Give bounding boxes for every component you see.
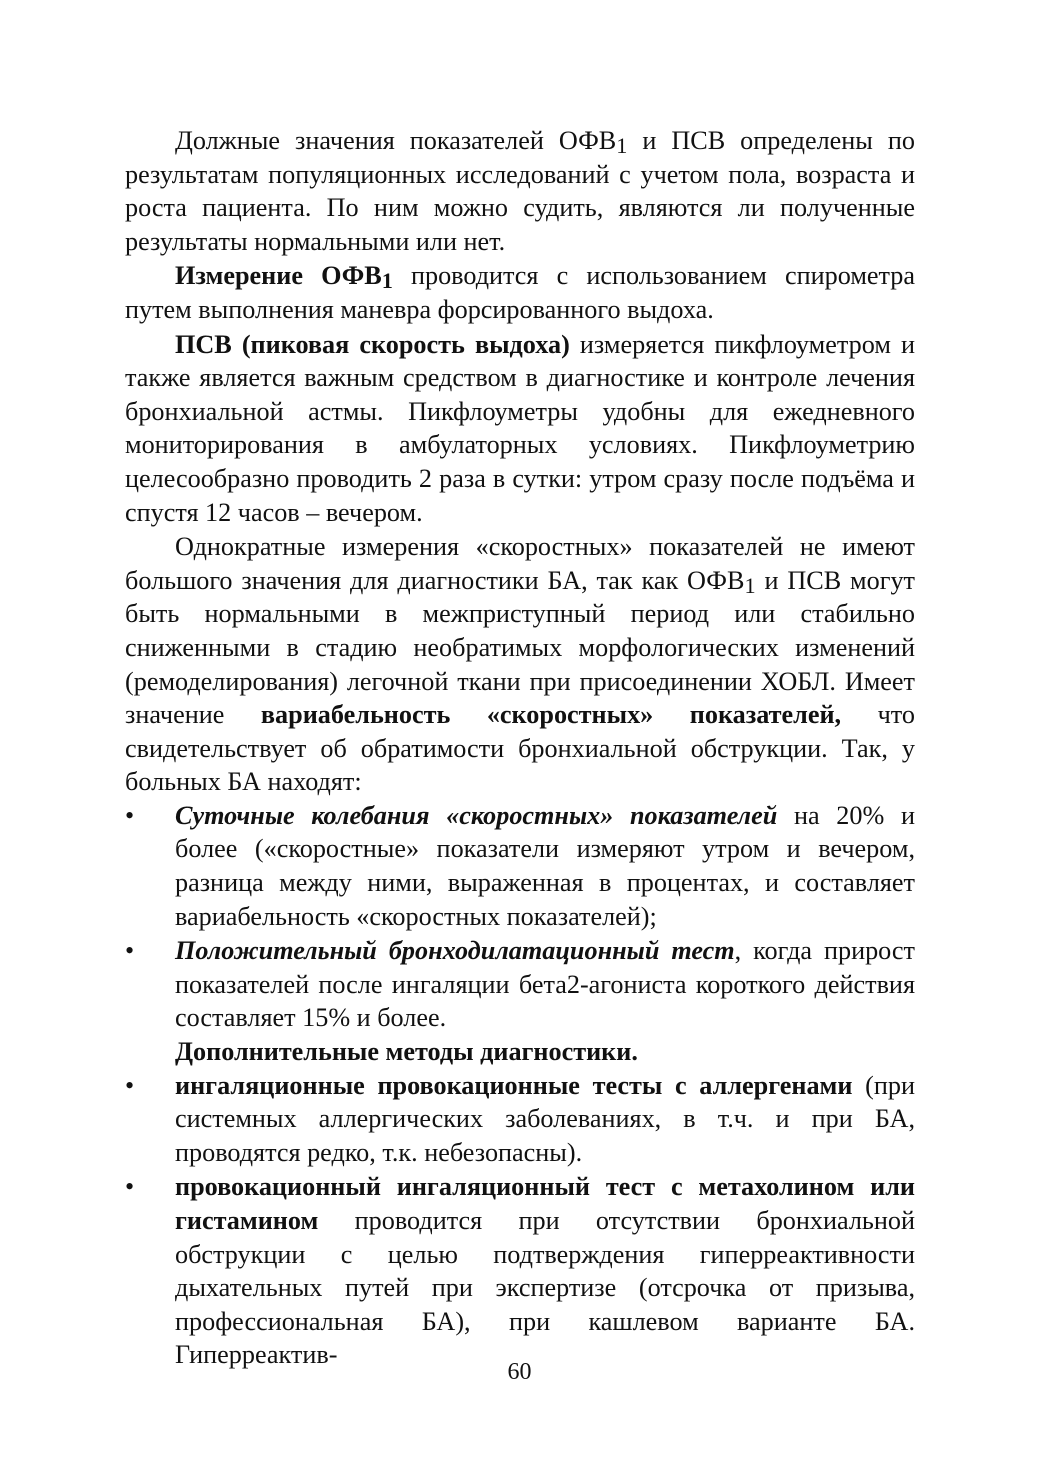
paragraph-fev1-measurement: [125, 259, 915, 326]
list-item: [125, 934, 915, 1035]
emphasis-term: Суточные колебания «скоростных» показателей: [175, 800, 778, 830]
list-item-text: , когда прирост показателей после ингаляции бета2-агониста короткого действия составляет 15% и более.: [175, 936, 915, 1033]
list-item: [125, 1170, 915, 1372]
list-item-text: на 20% и более («скоростные» показатели измеряют утром и вечером, разница между ними, выраженная в процентах, и составляет вариабельность «скоростных показателей);: [175, 800, 916, 931]
paragraph-text: и ПСВ определены по результатам популяционных исследований с учетом пола, возраста и роста пациента. По ним можно судить, являются ли полученные результаты нормальными или нет.: [125, 126, 915, 256]
bullet-list-variability: [125, 799, 915, 1035]
paragraph-pef: [125, 328, 915, 530]
paragraph-text: что свидетельствует об обратимости бронхиальной обструкции. Так, у больных БА находят:: [125, 700, 915, 797]
list-item: [125, 1069, 915, 1170]
paragraph-normal-values: [125, 124, 915, 258]
bold-term: провокационный ингаляционный тест с метахолином или гистамином: [175, 1172, 915, 1235]
paragraph-text: проводится с использованием спирометра путем выполнения маневра форсированного выдоха.: [125, 261, 916, 324]
bold-term: ПСВ (пиковая скорость выдоха): [175, 329, 570, 359]
paragraph-text: измеряется пикфлоуметром и также является важным средством в диагностике и контроле лечения бронхиальной астмы. Пикфлоуметры удобны для ежедневного мониторирования в амбулаторных условиях. Пикфлоуметрию целесообразно проводить 2 раза в сутки: утром сразу после подъёма и спустя 12 часов – вечером.: [125, 329, 915, 527]
page-number: 60: [507, 1359, 532, 1385]
paragraph-text: Однократные измерения «скоростных» показателей не имеют большого значения для диагностики БА, так как ОФВ: [125, 532, 915, 595]
page-body: [125, 124, 915, 1372]
emphasis-term: Положительный бронходилатационный тест: [175, 936, 735, 966]
subscript: 1: [744, 572, 756, 598]
paragraph-single-measurements: [125, 530, 915, 799]
section-heading: Дополнительные методы диагностики.: [175, 1037, 638, 1067]
paragraph-text: и ПСВ могут быть нормальными в межприступный период или стабильно сниженными в стадию необратимых морфологических изменений (ремоделирования) легочной ткани при присоединении ХОБЛ. Имеет значение: [125, 565, 915, 730]
bullet-list-additional-methods: [125, 1069, 915, 1372]
bold-term: Измерение ОФВ: [175, 261, 382, 291]
list-item-text: проводится при отсутствии бронхиальной обструкции с целью подтверждения гиперреактивности дыхательных путей при экспертизе (отсрочка от призыва, профессиональная БА), при кашлевом варианте БА. Гиперреактив-: [175, 1206, 915, 1370]
paragraph-text: Должные значения показателей ОФВ: [175, 126, 617, 155]
subscript: 1: [381, 268, 393, 294]
bold-term: ингаляционные провокационные тесты с аллергенами: [175, 1070, 853, 1100]
subscript: 1: [616, 133, 628, 158]
list-item-text: (при системных аллергических заболеваниях, в т.ч. и при БА, проводятся редко, т.к. небезопасны).: [175, 1070, 916, 1167]
bold-term: вариабельность «скоростных» показателей,: [260, 700, 842, 730]
list-item: [125, 799, 915, 933]
